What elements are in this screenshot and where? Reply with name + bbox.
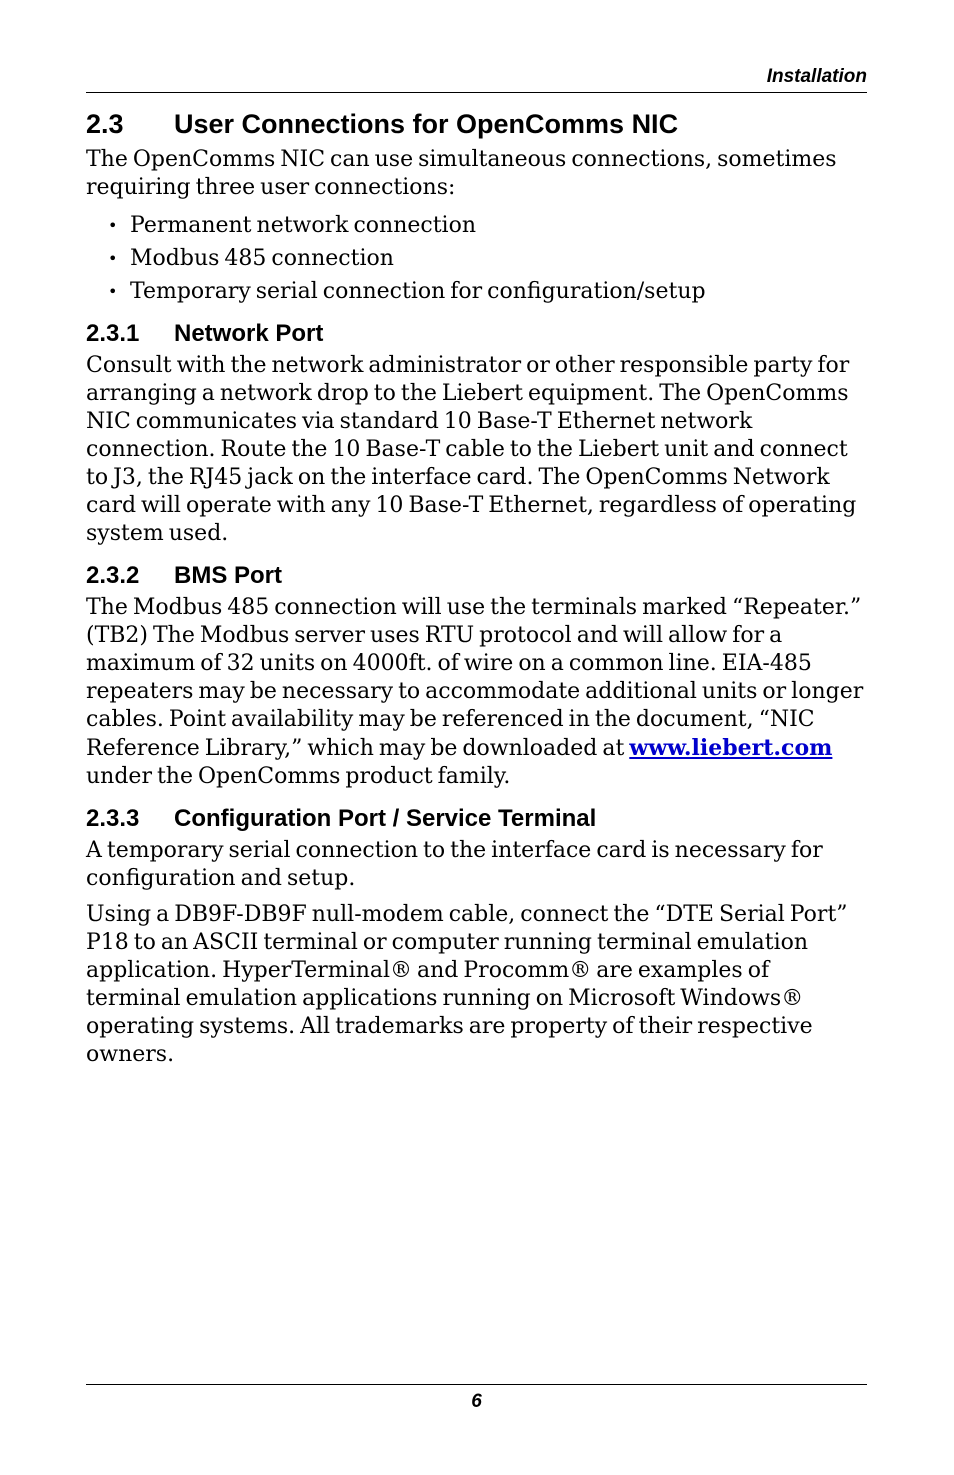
header-rule xyxy=(86,92,867,93)
bms-port-body: The Modbus 485 connection will use the terminals marked “Repeater.” (TB2) The Modbus server uses RTU protocol and will allow for a maximum of 32 units on 4000ft. of wire on a common line. EIA-485 repeaters may be necessary to accommodate additional units or longer cables. Point availability may be referenced in the document, “NIC Reference Library,” which may be downloaded at www.liebert.com under the OpenComms product family. xyxy=(86,595,864,789)
footer-rule xyxy=(86,1384,867,1385)
connection-list xyxy=(86,212,867,306)
section-heading xyxy=(86,106,867,142)
bullet-icon: • xyxy=(108,282,118,301)
subsection-heading-configuration-port xyxy=(86,803,867,835)
configuration-port-body-2: Using a DB9F-DB9F null-modem cable, connect the “DTE Serial Port” P18 to an ASCII terminal or computer running terminal emulation application. HyperTerminal® and Procomm® are examples of terminal emulation applications running on Microsoft Windows® operating systems. All trademarks are property of their respective owners. xyxy=(86,902,848,1067)
subsection-number: 2.3.3 xyxy=(86,805,140,832)
bullet-icon: • xyxy=(108,216,118,235)
bullet-icon: • xyxy=(108,249,118,268)
list-item: • Temporary serial connection for configuration/setup xyxy=(108,279,706,304)
subsection-number: 2.3.1 xyxy=(86,320,140,347)
page-content xyxy=(86,106,867,1069)
list-item: • Modbus 485 connection xyxy=(108,246,394,271)
subsection-heading-network-port xyxy=(86,318,867,350)
configuration-port-body: A temporary serial connection to the interface card is necessary for configuration and setup. xyxy=(86,838,823,891)
section-title: User Connections for OpenComms NIC xyxy=(174,109,679,139)
subsection-title: Configuration Port / Service Terminal xyxy=(174,805,597,832)
subsection-title: Network Port xyxy=(174,320,324,347)
section-number: 2.3 xyxy=(86,109,124,139)
subsection-heading-bms-port xyxy=(86,560,867,592)
running-header: Installation xyxy=(766,66,867,87)
section-intro: The OpenComms NIC can use simultaneous connections, sometimes requiring three user connections: xyxy=(86,147,837,200)
network-port-body: Consult with the network administrator or other responsible party for arranging a network drop to the Liebert equipment. The OpenComms NIC communicates via standard 10 Base-T Ethernet network connection. Route the 10 Base-T cable to the Liebert unit and connect to J3, the RJ45 jack on the interface card. The OpenComms Network card will operate with any 10 Base-T Ethernet, regardless of operating system used. xyxy=(86,353,857,546)
subsection-title: BMS Port xyxy=(174,562,282,589)
liebert-website-link[interactable]: www.liebert.com xyxy=(629,735,833,761)
page-number: 6 xyxy=(471,1391,482,1412)
subsection-number: 2.3.2 xyxy=(86,562,140,589)
list-item: • Permanent network connection xyxy=(108,213,477,238)
